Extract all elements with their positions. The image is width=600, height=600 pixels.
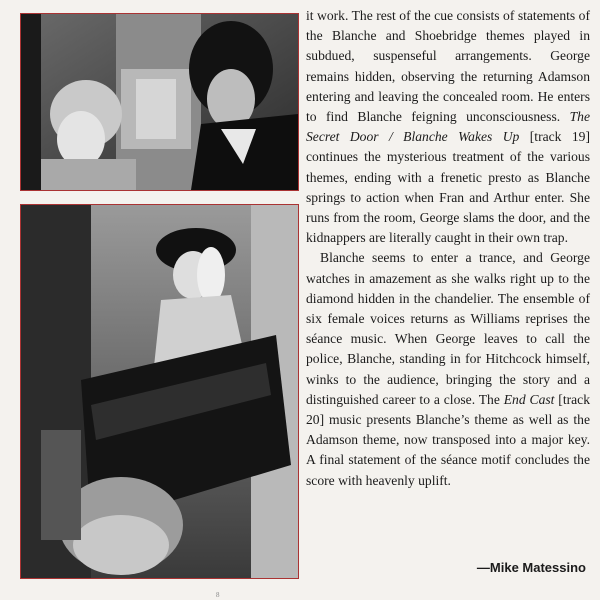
paragraph-1 <box>306 6 590 248</box>
page-number: 8 <box>216 591 220 599</box>
byline: —Mike Matessino <box>476 560 586 575</box>
film-still-bottom <box>20 204 299 579</box>
film-still-top <box>20 13 299 191</box>
paragraph-2-text-a: Blanche seems to enter a trance, and George watches in amazement as she walks right up to the diamond hidden in the chandelier. The ensemble of six female voices returns as Williams reprises the séance music. When George leaves to call the police, Blanche, standing in for Hitchcock himself, winks to the audience, bringing the story and a distinguished career to a close. The <box>306 250 590 407</box>
article-body <box>306 6 590 491</box>
paragraph-1-text-a: it work. The rest of the cue consists of statements of the Blanche and Shoebridge themes played in subdued, suspenseful arrangements. George remains hidden, observing the returning Adamson entering and leaving the concealed room. He enters to find Blanche feigning unconsciousness. <box>306 8 590 125</box>
paragraph-2-text-b: [track 20] music presents Blanche’s theme as well as the Adamson theme, now transposed into a major key. A final statement of the séance motif concludes the score with heavenly uplift. <box>306 391 591 488</box>
track-title-end-cast: End Cast <box>503 391 555 407</box>
paragraph-1-text-b: [track 19] continues the mysterious treatment of the various themes, ending with a frenetic presto as Blanche springs to action when Fran and Arthur enter. She runs from the room, George slams the door, and the kidnappers are literally caught in their own trap. <box>306 129 590 246</box>
paragraph-2 <box>306 248 590 490</box>
track-title-secret-door: The Secret Door / Blanche Wakes Up <box>306 109 590 145</box>
